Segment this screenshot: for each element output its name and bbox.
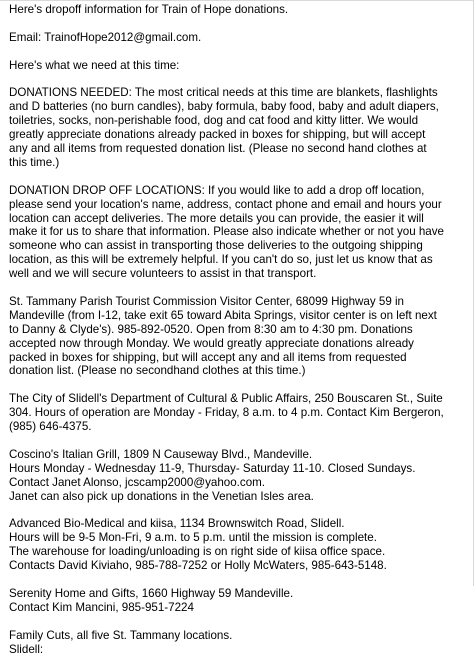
text-line: to Danny & Clyde's). 985-892-0520. Open from 8:30 am to 4:30 pm. Donations	[9, 322, 413, 336]
paragraph	[9, 448, 467, 504]
paragraph	[9, 31, 467, 45]
paragraph	[9, 184, 467, 281]
paragraph	[9, 295, 467, 378]
text-line: location, as this will be extremely helpful. If you can't do so, just let us know that as	[9, 253, 433, 267]
text-line: Here's dropoff information for Train of Hope donations.	[9, 3, 289, 16]
text-line: Janet can also pick up donations in the Venetian Isles area.	[9, 489, 314, 503]
paragraph	[9, 59, 467, 73]
text-line: Contact Kim Mancini, 985-951-7224	[9, 600, 194, 614]
page-top-border	[0, 0, 474, 1]
text-line: make it for us to share that information. Please also indicate whether or not you have	[9, 225, 445, 239]
text-line: this time.)	[9, 155, 60, 169]
text-line: and D batteries (no burn candles), baby formula, baby food, baby and adult diapers,	[9, 100, 439, 114]
text-line: Contacts David Kiviaho, 985-788-7252 or Holly McWaters, 985-643-5148.	[9, 559, 387, 573]
text-line: Hours will be 9-5 Mon-Fri, 9 a.m. to 5 p.m. until the mission is complete.	[9, 531, 377, 545]
text-line: Email: TrainofHope2012@gmail.com.	[9, 30, 202, 44]
text-line: Hours Monday - Wednesday 11-9, Thursday- Saturday 11-10. Closed Sundays.	[9, 461, 416, 475]
text-line: 304. Hours of operation are Monday - Friday, 8 a.m. to 4 p.m. Contact Kim Bergeron,	[9, 406, 444, 420]
text-line: Advanced Bio-Medical and kiisa, 1134 Brownswitch Road, Slidell.	[9, 517, 345, 531]
text-line: donation list. (Please no secondhand clothes at this time.)	[9, 364, 306, 378]
text-line: (985) 646-4375.	[9, 420, 92, 434]
text-line: Slidell:	[9, 642, 44, 656]
text-line: Coscino's Italian Grill, 1809 N Causeway Blvd., Mandeville.	[9, 447, 313, 461]
paragraph	[9, 629, 467, 657]
text-line: Mandeville (from I-12, take exit 65 toward Abita Springs, visitor center is on left next	[9, 308, 437, 322]
document-body	[9, 3, 467, 670]
text-line: Family Cuts, all five St. Tammany locations.	[9, 628, 233, 642]
text-line: St. Tammany Parish Tourist Commission Visitor Center, 68099 Highway 59 in	[9, 294, 405, 308]
paragraph	[9, 86, 467, 169]
text-line: location can accept deliveries. The more details you can provide, the easier it will	[9, 211, 424, 225]
text-line: someone who can assist in transporting those deliveries to the outgoing shipping	[9, 239, 423, 253]
text-line: please send your location's name, address, contact phone and email and hours your	[9, 197, 442, 211]
text-line: Contact Janet Alonso, jcscamp2000@yahoo.com.	[9, 475, 266, 489]
text-line: any and all items from requested donation list. (Please no second hand clothes at	[9, 142, 427, 156]
text-line: accepted now through Monday. We would greatly appreciate donations already	[9, 336, 414, 350]
text-line: toiletries, socks, non-perishable food, dog and cat food and kitty litter. We would	[9, 114, 419, 128]
text-line: packed in boxes for shipping, but will accept any and all items from requested	[9, 350, 407, 364]
text-line: Here's what we need at this time:	[9, 58, 180, 72]
text-line: DONATIONS NEEDED: The most critical needs at this time are blankets, flashlights	[9, 86, 438, 100]
text-line: Serenity Home and Gifts, 1660 Highway 59 Mandeville.	[9, 586, 294, 600]
text-line: DONATION DROP OFF LOCATIONS: If you would like to add a drop off location,	[9, 183, 425, 197]
paragraph	[9, 517, 467, 573]
text-line: greatly appreciate donations already packed in boxes for shipping, but will accept	[9, 128, 426, 142]
paragraph	[9, 3, 467, 17]
paragraph	[9, 392, 467, 434]
text-line: The warehouse for loading/unloading is on right side of kiisa office space.	[9, 545, 386, 559]
text-line: The City of Slidell's Department of Cultural & Public Affairs, 250 Bouscaren St., Suite	[9, 392, 443, 406]
text-line: well and we will secure volunteers to assist in that transport.	[9, 267, 317, 281]
paragraph	[9, 587, 467, 615]
